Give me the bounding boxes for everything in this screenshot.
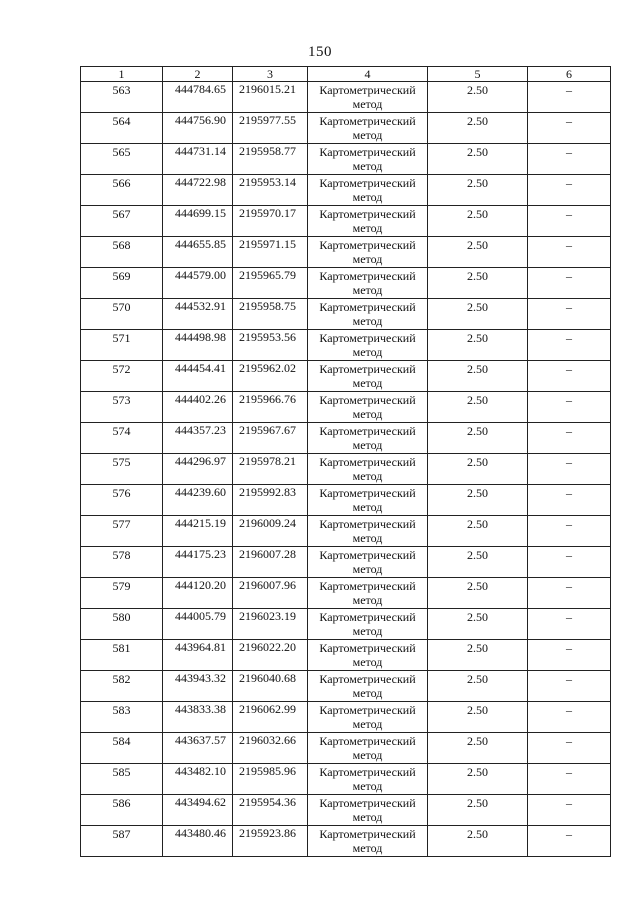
table-row: [81, 237, 611, 268]
column-header: 5: [428, 67, 528, 82]
method-cell: [308, 485, 428, 516]
precision-cell: 2.50: [428, 330, 528, 361]
column-header: 6: [528, 67, 611, 82]
y-coordinate-cell: 2196022.20: [233, 640, 308, 671]
method-cell: [308, 826, 428, 857]
y-coordinate-cell: 2195985.96: [233, 764, 308, 795]
x-coordinate-cell: 443637.57: [163, 733, 233, 764]
note-cell: –: [528, 392, 611, 423]
point-number-cell: 579: [81, 578, 163, 609]
point-number-cell: 584: [81, 733, 163, 764]
note-cell: –: [528, 485, 611, 516]
method-line-1: Картометрический: [319, 114, 416, 128]
method-line-2: метод: [352, 841, 383, 855]
method-line-1: Картометрический: [319, 703, 416, 717]
precision-cell: 2.50: [428, 206, 528, 237]
point-number-cell: 574: [81, 423, 163, 454]
method-cell: [308, 175, 428, 206]
x-coordinate-cell: 444215.19: [163, 516, 233, 547]
point-number-cell: 572: [81, 361, 163, 392]
table-row: [81, 392, 611, 423]
point-number-cell: 573: [81, 392, 163, 423]
method-line-2: метод: [352, 500, 383, 514]
method-line-1: Картометрический: [319, 579, 416, 593]
method-line-2: метод: [352, 190, 383, 204]
table-row: [81, 113, 611, 144]
precision-cell: 2.50: [428, 175, 528, 206]
method-line-2: метод: [352, 810, 383, 824]
method-cell: [308, 423, 428, 454]
x-coordinate-cell: 443494.62: [163, 795, 233, 826]
x-coordinate-cell: 444722.98: [163, 175, 233, 206]
x-coordinate-cell: 444239.60: [163, 485, 233, 516]
note-cell: –: [528, 206, 611, 237]
point-number-cell: 566: [81, 175, 163, 206]
method-cell: [308, 454, 428, 485]
y-coordinate-cell: 2195977.55: [233, 113, 308, 144]
method-line-1: Картометрический: [319, 269, 416, 283]
point-number-cell: 577: [81, 516, 163, 547]
note-cell: –: [528, 640, 611, 671]
y-coordinate-cell: 2195978.21: [233, 454, 308, 485]
method-cell: [308, 392, 428, 423]
method-cell: [308, 764, 428, 795]
table-row: [81, 795, 611, 826]
precision-cell: 2.50: [428, 764, 528, 795]
method-line-2: метод: [352, 407, 383, 421]
method-line-1: Картометрический: [319, 238, 416, 252]
note-cell: –: [528, 826, 611, 857]
method-line-1: Картометрический: [319, 362, 416, 376]
y-coordinate-cell: 2196007.28: [233, 547, 308, 578]
point-number-cell: 571: [81, 330, 163, 361]
y-coordinate-cell: 2195992.83: [233, 485, 308, 516]
method-cell: [308, 795, 428, 826]
method-line-1: Картометрический: [319, 827, 416, 841]
method-line-2: метод: [352, 345, 383, 359]
method-line-1: Картометрический: [319, 641, 416, 655]
method-line-1: Картометрический: [319, 796, 416, 810]
y-coordinate-cell: 2195965.79: [233, 268, 308, 299]
point-number-cell: 564: [81, 113, 163, 144]
point-number-cell: 581: [81, 640, 163, 671]
column-header: 3: [233, 67, 308, 82]
method-cell: [308, 361, 428, 392]
y-coordinate-cell: 2195953.56: [233, 330, 308, 361]
table-row: [81, 547, 611, 578]
point-number-cell: 586: [81, 795, 163, 826]
point-number-cell: 576: [81, 485, 163, 516]
table-row: [81, 268, 611, 299]
page-number: 150: [308, 44, 332, 60]
precision-cell: 2.50: [428, 268, 528, 299]
method-cell: [308, 702, 428, 733]
y-coordinate-cell: 2195958.75: [233, 299, 308, 330]
precision-cell: 2.50: [428, 113, 528, 144]
x-coordinate-cell: 444175.23: [163, 547, 233, 578]
method-line-1: Картометрический: [319, 176, 416, 190]
method-cell: [308, 330, 428, 361]
method-line-1: Картометрический: [319, 734, 416, 748]
method-line-2: метод: [352, 748, 383, 762]
x-coordinate-cell: 444699.15: [163, 206, 233, 237]
note-cell: –: [528, 299, 611, 330]
x-coordinate-cell: 443964.81: [163, 640, 233, 671]
table-row: [81, 702, 611, 733]
method-cell: [308, 640, 428, 671]
point-number-cell: 585: [81, 764, 163, 795]
point-number-cell: 565: [81, 144, 163, 175]
x-coordinate-cell: 444655.85: [163, 237, 233, 268]
precision-cell: 2.50: [428, 144, 528, 175]
y-coordinate-cell: 2196062.99: [233, 702, 308, 733]
precision-cell: 2.50: [428, 795, 528, 826]
method-cell: [308, 516, 428, 547]
x-coordinate-cell: 443482.10: [163, 764, 233, 795]
precision-cell: 2.50: [428, 547, 528, 578]
note-cell: –: [528, 733, 611, 764]
method-line-2: метод: [352, 686, 383, 700]
table-row: [81, 733, 611, 764]
method-cell: [308, 206, 428, 237]
method-line-2: метод: [352, 655, 383, 669]
method-cell: [308, 113, 428, 144]
method-cell: [308, 609, 428, 640]
note-cell: –: [528, 268, 611, 299]
method-line-2: метод: [352, 531, 383, 545]
x-coordinate-cell: 443480.46: [163, 826, 233, 857]
method-cell: [308, 547, 428, 578]
y-coordinate-cell: 2196023.19: [233, 609, 308, 640]
note-cell: –: [528, 578, 611, 609]
point-number-cell: 567: [81, 206, 163, 237]
x-coordinate-cell: 444296.97: [163, 454, 233, 485]
y-coordinate-cell: 2196040.68: [233, 671, 308, 702]
method-line-2: метод: [352, 562, 383, 576]
precision-cell: 2.50: [428, 423, 528, 454]
note-cell: –: [528, 764, 611, 795]
note-cell: –: [528, 795, 611, 826]
precision-cell: 2.50: [428, 826, 528, 857]
precision-cell: 2.50: [428, 361, 528, 392]
method-line-2: метод: [352, 283, 383, 297]
method-cell: [308, 268, 428, 299]
method-cell: [308, 299, 428, 330]
method-line-2: метод: [352, 624, 383, 638]
table-row: [81, 361, 611, 392]
note-cell: –: [528, 113, 611, 144]
table-row: [81, 330, 611, 361]
coordinates-table: [80, 66, 611, 857]
x-coordinate-cell: 444357.23: [163, 423, 233, 454]
y-coordinate-cell: 2195962.02: [233, 361, 308, 392]
method-cell: [308, 578, 428, 609]
column-header: 1: [81, 67, 163, 82]
note-cell: –: [528, 144, 611, 175]
method-cell: [308, 237, 428, 268]
method-line-2: метод: [352, 376, 383, 390]
point-number-cell: 569: [81, 268, 163, 299]
method-line-1: Картометрический: [319, 517, 416, 531]
x-coordinate-cell: 444402.26: [163, 392, 233, 423]
x-coordinate-cell: 444005.79: [163, 609, 233, 640]
y-coordinate-cell: 2196007.96: [233, 578, 308, 609]
method-line-1: Картометрический: [319, 486, 416, 500]
point-number-cell: 580: [81, 609, 163, 640]
method-line-1: Картометрический: [319, 610, 416, 624]
precision-cell: 2.50: [428, 392, 528, 423]
method-line-1: Картометрический: [319, 83, 416, 97]
x-coordinate-cell: 444120.20: [163, 578, 233, 609]
method-line-2: метод: [352, 159, 383, 173]
precision-cell: 2.50: [428, 237, 528, 268]
method-line-2: метод: [352, 252, 383, 266]
table-row: [81, 764, 611, 795]
note-cell: –: [528, 702, 611, 733]
x-coordinate-cell: 444579.00: [163, 268, 233, 299]
y-coordinate-cell: 2196032.66: [233, 733, 308, 764]
method-cell: [308, 144, 428, 175]
method-line-1: Картометрический: [319, 331, 416, 345]
table-row: [81, 485, 611, 516]
table-row: [81, 144, 611, 175]
method-cell: [308, 82, 428, 113]
table-row: [81, 423, 611, 454]
note-cell: –: [528, 423, 611, 454]
precision-cell: 2.50: [428, 299, 528, 330]
method-line-1: Картометрический: [319, 424, 416, 438]
table-row: [81, 640, 611, 671]
x-coordinate-cell: 444756.90: [163, 113, 233, 144]
table-row: [81, 516, 611, 547]
column-header: 2: [163, 67, 233, 82]
y-coordinate-cell: 2195966.76: [233, 392, 308, 423]
x-coordinate-cell: 444784.65: [163, 82, 233, 113]
precision-cell: 2.50: [428, 609, 528, 640]
precision-cell: 2.50: [428, 454, 528, 485]
precision-cell: 2.50: [428, 516, 528, 547]
y-coordinate-cell: 2195971.15: [233, 237, 308, 268]
table-row: [81, 206, 611, 237]
point-number-cell: 587: [81, 826, 163, 857]
point-number-cell: 563: [81, 82, 163, 113]
method-line-1: Картометрический: [319, 455, 416, 469]
x-coordinate-cell: 444532.91: [163, 299, 233, 330]
y-coordinate-cell: 2195967.67: [233, 423, 308, 454]
y-coordinate-cell: 2195954.36: [233, 795, 308, 826]
method-line-1: Картометрический: [319, 672, 416, 686]
method-line-1: Картометрический: [319, 300, 416, 314]
x-coordinate-cell: 444498.98: [163, 330, 233, 361]
method-line-2: метод: [352, 469, 383, 483]
precision-cell: 2.50: [428, 640, 528, 671]
point-number-cell: 582: [81, 671, 163, 702]
method-line-1: Картометрический: [319, 765, 416, 779]
method-cell: [308, 733, 428, 764]
precision-cell: 2.50: [428, 578, 528, 609]
method-line-2: метод: [352, 779, 383, 793]
y-coordinate-cell: 2195958.77: [233, 144, 308, 175]
method-line-1: Картометрический: [319, 548, 416, 562]
method-line-2: метод: [352, 438, 383, 452]
column-header: 4: [308, 67, 428, 82]
precision-cell: 2.50: [428, 82, 528, 113]
table-row: [81, 609, 611, 640]
x-coordinate-cell: 444454.41: [163, 361, 233, 392]
method-line-2: метод: [352, 97, 383, 111]
method-line-2: метод: [352, 221, 383, 235]
table-row: [81, 175, 611, 206]
table-row: [81, 671, 611, 702]
point-number-cell: 568: [81, 237, 163, 268]
note-cell: –: [528, 671, 611, 702]
y-coordinate-cell: 2195923.86: [233, 826, 308, 857]
precision-cell: 2.50: [428, 733, 528, 764]
table-row: [81, 299, 611, 330]
method-line-2: метод: [352, 314, 383, 328]
note-cell: –: [528, 330, 611, 361]
method-line-2: метод: [352, 717, 383, 731]
point-number-cell: 575: [81, 454, 163, 485]
precision-cell: 2.50: [428, 702, 528, 733]
note-cell: –: [528, 361, 611, 392]
note-cell: –: [528, 547, 611, 578]
method-line-1: Картометрический: [319, 393, 416, 407]
note-cell: –: [528, 237, 611, 268]
point-number-cell: 570: [81, 299, 163, 330]
x-coordinate-cell: 443833.38: [163, 702, 233, 733]
note-cell: –: [528, 609, 611, 640]
method-line-2: метод: [352, 593, 383, 607]
method-line-1: Картометрический: [319, 145, 416, 159]
note-cell: –: [528, 82, 611, 113]
point-number-cell: 583: [81, 702, 163, 733]
x-coordinate-cell: 443943.32: [163, 671, 233, 702]
precision-cell: 2.50: [428, 485, 528, 516]
y-coordinate-cell: 2196015.21: [233, 82, 308, 113]
note-cell: –: [528, 175, 611, 206]
y-coordinate-cell: 2195970.17: [233, 206, 308, 237]
method-line-1: Картометрический: [319, 207, 416, 221]
table-row: [81, 578, 611, 609]
table-row: [81, 454, 611, 485]
y-coordinate-cell: 2195953.14: [233, 175, 308, 206]
note-cell: –: [528, 516, 611, 547]
table-row: [81, 82, 611, 113]
note-cell: –: [528, 454, 611, 485]
point-number-cell: 578: [81, 547, 163, 578]
precision-cell: 2.50: [428, 671, 528, 702]
table-row: [81, 826, 611, 857]
table-header-row: [81, 67, 611, 82]
method-line-2: метод: [352, 128, 383, 142]
x-coordinate-cell: 444731.14: [163, 144, 233, 175]
method-cell: [308, 671, 428, 702]
y-coordinate-cell: 2196009.24: [233, 516, 308, 547]
